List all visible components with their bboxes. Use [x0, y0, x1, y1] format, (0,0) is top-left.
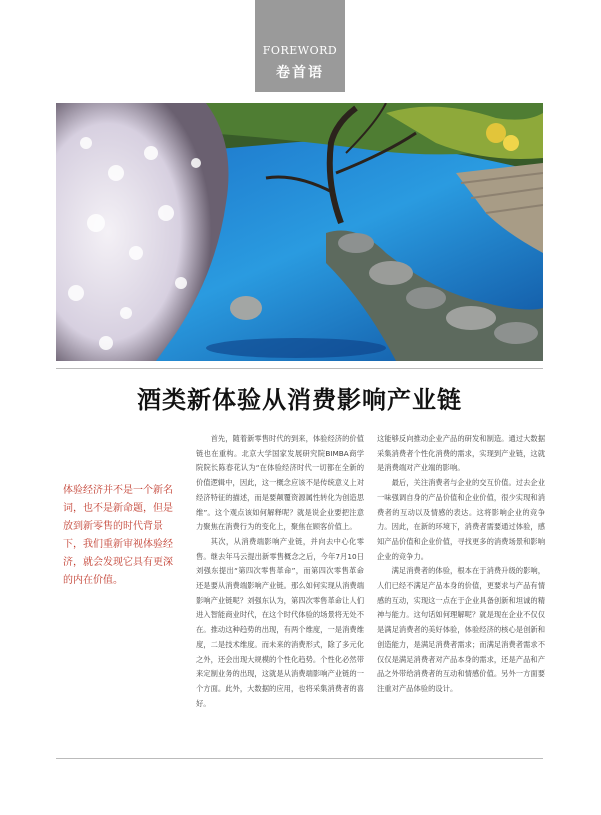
body-column-2 [377, 432, 545, 697]
paragraph: 最后，关注消费者与企业的交互价值。过去企业一味强调自身的产品价值和企业价值，很少实现和消费者的互动以及情感的表达。这将影响企业的竞争力。因此，在新的环境下，消费者需要通过体验，感知产品价值和企业价值，寻找更多的消费场景和影响企业的竞争力。 [377, 478, 545, 561]
section-label-zh: 卷首语 [276, 65, 324, 81]
section-label-en: FOREWORD [262, 44, 338, 57]
paragraph: 其次，从消费端影响产业链，并向去中心化零售。继去年马云提出新零售概念之后，今年7月10日刘强东提出“第四次零售革命”，而第四次零售革命还是要从消费端影响产业链。那么如何实现从消费端影响产业链呢？刘强东认为，第四次零售革命让人们进入智能商业时代，在这个时代体验的场景将无处不在。推动这种趋势的出现，有两个维度，一是消费维度，二是技术维度。而未来的消费形式，除了多元化之外，还会出现大规模的个性化趋势。个性化必然带来定制业务的出现，这就是从消费端影响产业链的一个方面。此外，大数据的应用，也将采集消费者的喜好。 [196, 536, 364, 708]
paragraph: 满足消费者的体验，根本在于消费升级的影响，人们已经不满足产品本身的价值，更要求与产品有情感的互动，实现这一点在于企业具备创新和坦诚的精神与能力。这句话如何理解呢？就是现在企业不仅仅是满足消费者的美好体验，体验经济的核心是创新和创造能力，是满足消费者需求；而满足消费者需求不仅仅是满足消费者对产品本身的需求，还是产品和产品之外带给消费者的互动和情感价值。另外一方面要注重对产品体验的设计。 [377, 566, 545, 693]
body-column-1 [196, 432, 364, 711]
bottom-divider [56, 758, 543, 759]
pull-quote: 体验经济并不是一个新名词，也不是新命题，但是放到新零售的时代背景下，我们重新审视体验经济，就会发现它具有更深的内在价值。 [63, 485, 173, 586]
article-headline: 酒类新体验从消费影响产业链 [137, 386, 462, 414]
foreword-tab [255, 0, 345, 92]
paragraph: 这能够反向推动企业产品的研发和制造。通过大数据采集消费者个性化消费的需求，实现到产业链，这就是消费端对产业端的影响。 [377, 434, 545, 473]
top-divider [56, 368, 543, 369]
paragraph: 首先，随着新零售时代的到来，体验经济的价值链也在重构。北京大学国家发展研究院BIMBA商学院院长陈春花认为“在体验经济时代一切都在全新的价值逻辑中，因此，这一概念应该不是传统意义上对经济特征的描述，而是要颠覆资源属性转化为创造思维”。这个观点该如何解释呢？就是说企业要把注意力聚焦在消费行为的变化上，聚焦在顾客价值上。 [196, 434, 364, 532]
landscape-photo [56, 103, 543, 361]
